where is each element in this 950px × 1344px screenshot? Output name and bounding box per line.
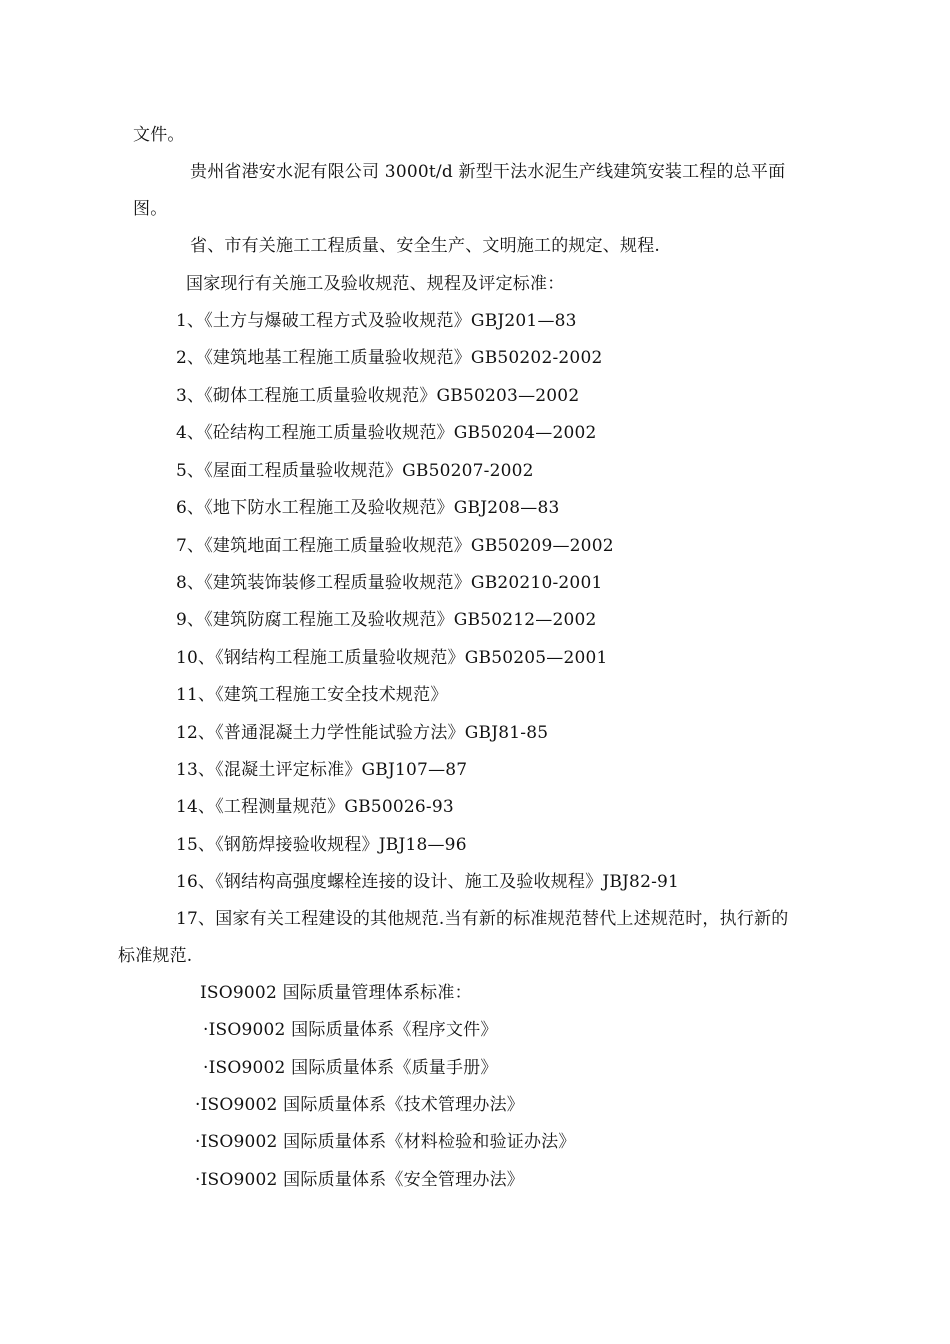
text-line: 1、《土方与爆破工程方式及验收规范》GBJ201—83 [176, 311, 577, 331]
text-line: 7、《建筑地面工程施工质量验收规范》GB50209—2002 [176, 536, 614, 556]
text-line: 3、《砌体工程施工质量验收规范》GB50203—2002 [176, 386, 580, 406]
text-line: 文件。 [133, 125, 185, 145]
text-line: 16、《钢结构高强度螺栓连接的设计、施工及验收规程》JBJ82-91 [176, 872, 680, 892]
text-line: 17、国家有关工程建设的其他规范.当有新的标准规范替代上述规范时，执行新的 [176, 909, 789, 929]
bullet-item: ·ISO9002 国际质量体系《程序文件》 [203, 1020, 498, 1040]
bullet-item: ·ISO9002 国际质量体系《技术管理办法》 [195, 1095, 524, 1115]
text-line: 贵州省港安水泥有限公司 3000t/d 新型干法水泥生产线建筑安装工程的总平面 [190, 162, 786, 182]
text-line: 15、《钢筋焊接验收规程》JBJ18—96 [176, 835, 467, 855]
text-line: 9、《建筑防腐工程施工及验收规范》GB50212—2002 [176, 610, 597, 630]
text-line: 6、《地下防水工程施工及验收规范》GBJ208—83 [176, 498, 560, 518]
text-line: 标准规范. [118, 946, 193, 966]
bullet-item: ·ISO9002 国际质量体系《质量手册》 [203, 1058, 498, 1078]
text-line: 国家现行有关施工及验收规范、规程及评定标准： [186, 274, 565, 294]
text-line: 5、《屋面工程质量验收规范》GB50207-2002 [176, 461, 534, 481]
text-line: 4、《砼结构工程施工质量验收规范》GB50204—2002 [176, 423, 597, 443]
text-line: ISO9002 国际质量管理体系标准： [200, 983, 472, 1003]
text-line: 13、《混凝土评定标准》GBJ107—87 [176, 760, 468, 780]
bullet-item: ·ISO9002 国际质量体系《安全管理办法》 [195, 1170, 524, 1190]
text-line: 14、《工程测量规范》GB50026-93 [176, 797, 454, 817]
text-line: 2、《建筑地基工程施工质量验收规范》GB50202-2002 [176, 348, 603, 368]
text-line: 省、市有关施工工程质量、安全生产、文明施工的规定、规程. [190, 236, 661, 256]
text-line: 图。 [133, 199, 168, 219]
bullet-item: ·ISO9002 国际质量体系《材料检验和验证办法》 [195, 1132, 576, 1152]
text-line: 11、《建筑工程施工安全技术规范》 [176, 685, 448, 705]
text-line: 12、《普通混凝土力学性能试验方法》GBJ81-85 [176, 723, 549, 743]
text-line: 10、《钢结构工程施工质量验收规范》GB50205—2001 [176, 648, 608, 668]
text-line: 8、《建筑装饰装修工程质量验收规范》GB20210-2001 [176, 573, 603, 593]
